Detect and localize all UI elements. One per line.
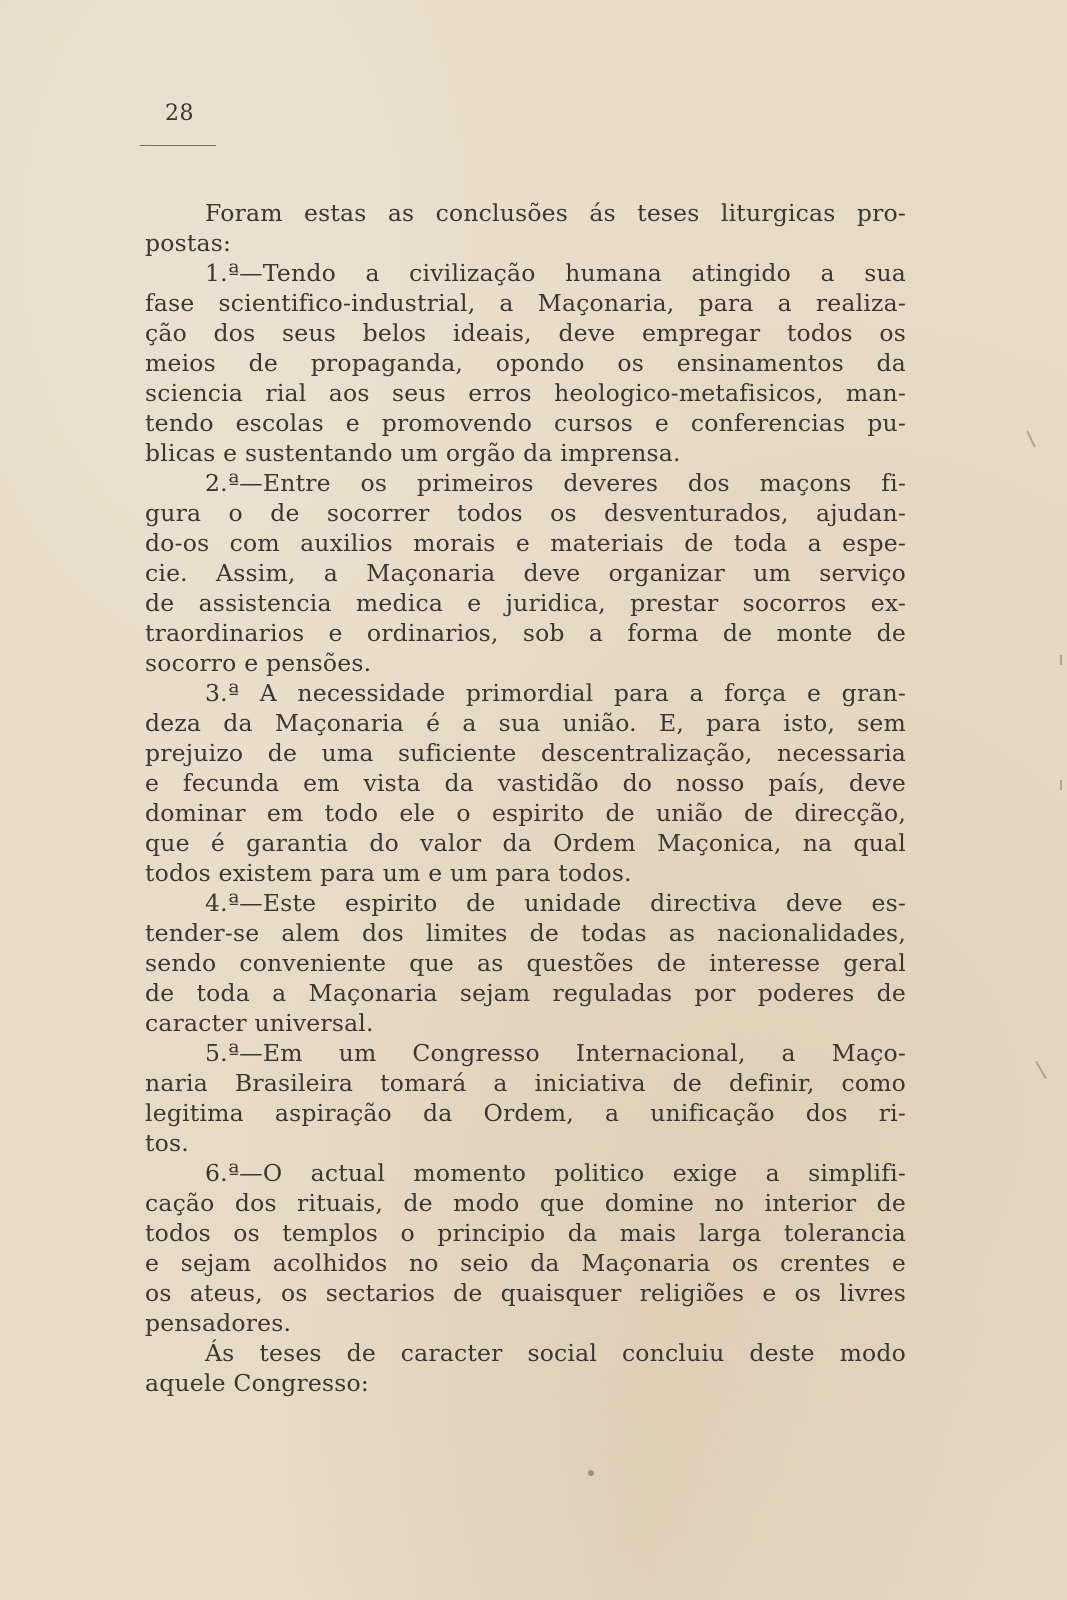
paragraph xyxy=(145,1038,906,1158)
margin-mark xyxy=(1026,430,1035,447)
text-line: pensadores. xyxy=(145,1309,292,1337)
text-line: Ás teses de caracter social concluiu deste modo xyxy=(205,1339,906,1367)
text-line: postas: xyxy=(145,229,232,257)
text-line: de assistencia medica e juridica, prestar socorros ex- xyxy=(145,589,906,617)
text-line: tender-se alem dos limites de todas as nacionalidades, xyxy=(145,919,906,947)
text-line: do-os com auxilios morais e materiais de toda a espe- xyxy=(145,529,906,557)
text-line: cie. Assim, a Maçonaria deve organizar um serviço xyxy=(145,559,906,587)
text-line: sendo conveniente que as questões de interesse geral xyxy=(145,949,906,977)
text-line: 5.ª—Em um Congresso Internacional, a Maço- xyxy=(205,1039,906,1067)
paragraph xyxy=(145,258,906,468)
paper-speck xyxy=(588,1470,594,1476)
text-line: que é garantia do valor da Ordem Maçonica, na qual xyxy=(145,829,906,857)
text-line: caracter universal. xyxy=(145,1009,374,1037)
paragraph xyxy=(145,1158,906,1338)
margin-mark xyxy=(1035,1061,1047,1079)
text-line: todos os templos o principio da mais larga tolerancia xyxy=(145,1219,906,1247)
text-line: sciencia rial aos seus erros heologico-metafisicos, man- xyxy=(145,379,906,407)
paragraph xyxy=(145,888,906,1038)
text-line: 6.ª—O actual momento politico exige a simplifi- xyxy=(205,1159,906,1187)
text-line: 3.ª A necessidade primordial para a força e gran- xyxy=(205,679,906,707)
text-line: blicas e sustentando um orgão da imprensa. xyxy=(145,439,681,467)
paragraph xyxy=(145,1338,906,1398)
text-line: todos existem para um e um para todos. xyxy=(145,859,632,887)
body-text xyxy=(145,198,906,1398)
page-number: 28 xyxy=(165,101,194,126)
text-line: aquele Congresso: xyxy=(145,1369,370,1397)
text-line: naria Brasileira tomará a iniciativa de definir, como xyxy=(145,1069,906,1097)
text-line: e fecunda em vista da vastidão do nosso país, deve xyxy=(145,769,906,797)
text-line: dominar em todo ele o espirito de união de direcção, xyxy=(145,799,906,827)
text-line: tos. xyxy=(145,1129,189,1157)
text-line: socorro e pensões. xyxy=(145,649,372,677)
paragraph xyxy=(145,678,906,888)
text-line: deza da Maçonaria é a sua união. E, para isto, sem xyxy=(145,709,906,737)
text-line: 2.ª—Entre os primeiros deveres dos maçons fi- xyxy=(205,469,906,497)
text-line: de toda a Maçonaria sejam reguladas por poderes de xyxy=(145,979,906,1007)
text-line: tendo escolas e promovendo cursos e conferencias pu- xyxy=(145,409,906,437)
text-line: cação dos rituais, de modo que domine no interior de xyxy=(145,1189,906,1217)
margin-mark xyxy=(1060,655,1062,665)
text-line: e sejam acolhidos no seio da Maçonaria os crentes e xyxy=(145,1249,906,1277)
text-line: os ateus, os sectarios de quaisquer religiões e os livres xyxy=(145,1279,906,1307)
text-line: ção dos seus belos ideais, deve empregar todos os xyxy=(145,319,906,347)
text-line: prejuizo de uma suficiente descentralização, necessaria xyxy=(145,739,906,767)
text-line: 4.ª—Este espirito de unidade directiva deve es- xyxy=(205,889,906,917)
page-number-rule xyxy=(140,145,216,146)
text-line: fase scientifico-industrial, a Maçonaria, para a realiza- xyxy=(145,289,906,317)
paragraph xyxy=(145,468,906,678)
text-line: traordinarios e ordinarios, sob a forma de monte de xyxy=(145,619,906,647)
text-line: gura o de socorrer todos os desventurados, ajudan- xyxy=(145,499,906,527)
margin-mark xyxy=(1060,780,1062,790)
text-line: Foram estas as conclusões ás teses liturgicas pro- xyxy=(205,199,906,227)
text-line: legitima aspiração da Ordem, a unificação dos ri- xyxy=(145,1099,906,1127)
text-line: 1.ª—Tendo a civilização humana atingido a sua xyxy=(205,259,906,287)
paragraph xyxy=(145,198,906,258)
text-line: meios de propaganda, opondo os ensinamentos da xyxy=(145,349,906,377)
